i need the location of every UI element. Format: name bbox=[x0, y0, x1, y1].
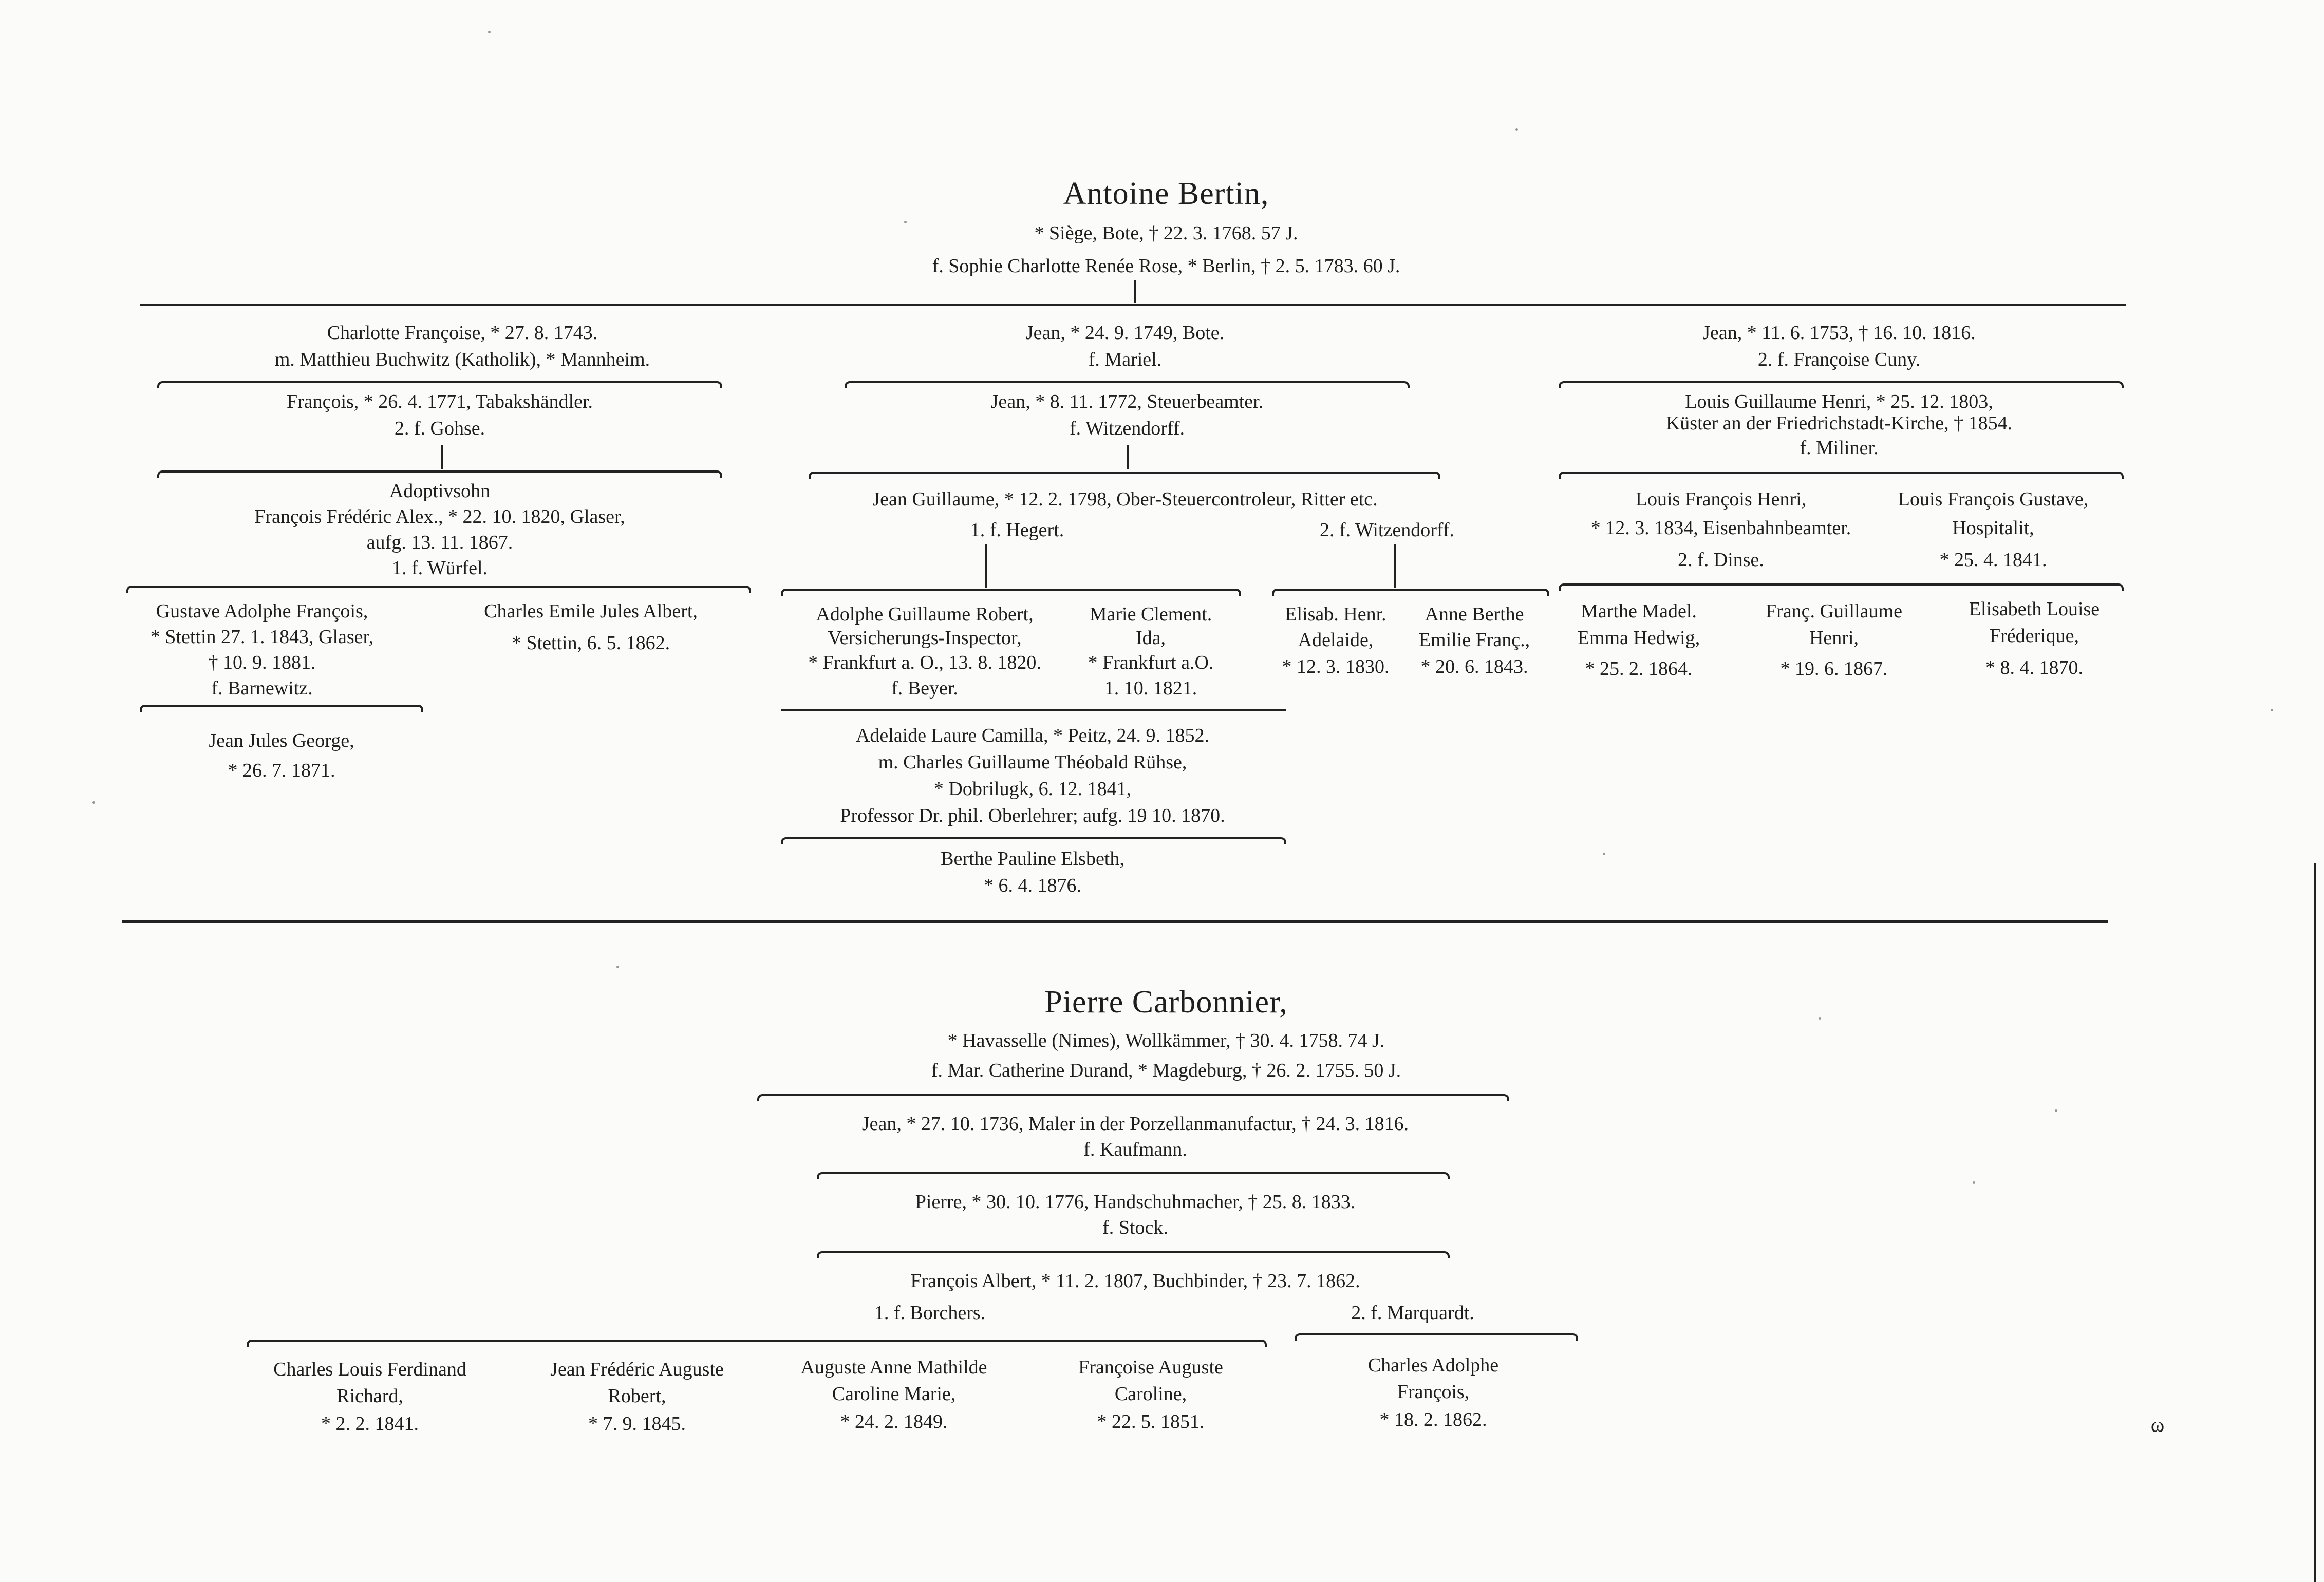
charles-louis-ferdinand: Charles Louis Ferdinand bbox=[273, 1359, 466, 1380]
louis-francois-gustave-occupation: Hospitalit, bbox=[1952, 517, 2034, 539]
brace bbox=[1295, 1333, 1578, 1341]
jean-frederic-auguste-birth: * 7. 9. 1845. bbox=[588, 1413, 686, 1435]
marie-clement-ida-2: Ida, bbox=[1135, 627, 1166, 649]
elisab-henr-2: Adelaide, bbox=[1298, 629, 1374, 651]
scan-speck bbox=[488, 31, 491, 33]
jean-1736: Jean, * 27. 10. 1736, Maler in der Porzellanmanufactur, † 24. 3. 1816. bbox=[861, 1113, 1409, 1135]
jean-1772-spouse: f. Witzendorff. bbox=[1070, 418, 1185, 439]
marthe-madel: Marthe Madel. bbox=[1581, 600, 1697, 622]
adolphe-guillaume-robert-spouse: f. Beyer. bbox=[891, 677, 958, 699]
adelaide-laure-spouse: m. Charles Guillaume Théobald Rühse, bbox=[878, 751, 1187, 773]
louis-francois-henri-birth: * 12. 3. 1834, Eisenbahnbeamter. bbox=[1590, 517, 1851, 539]
jean-1749-spouse: f. Mariel. bbox=[1088, 349, 1162, 370]
berthe-pauline-birth: * 6. 4. 1876. bbox=[984, 875, 1081, 896]
gustave-adolphe-spouse: f. Barnewitz. bbox=[211, 677, 313, 699]
scan-speck bbox=[92, 801, 95, 804]
francois-1771-spouse: 2. f. Gohse. bbox=[394, 418, 485, 439]
jean-jules-george: Jean Jules George, bbox=[209, 730, 354, 751]
scan-speck bbox=[2271, 709, 2273, 711]
elisabeth-louise-birth: * 8. 4. 1870. bbox=[1985, 657, 2083, 679]
stem bbox=[441, 445, 443, 469]
anne-berthe: Anne Berthe bbox=[1425, 604, 1524, 625]
jean-jules-george-birth: * 26. 7. 1871. bbox=[228, 760, 335, 781]
marthe-madel-birth: * 25. 2. 1864. bbox=[1585, 658, 1693, 680]
auguste-anne-mathilde: Auguste Anne Mathilde bbox=[800, 1357, 987, 1378]
adelaide-laure: Adelaide Laure Camilla, * Peitz, 24. 9. 1852. bbox=[855, 725, 1210, 746]
louis-francois-gustave-birth: * 25. 4. 1841. bbox=[1939, 549, 2047, 571]
brace bbox=[157, 381, 722, 388]
charles-adolphe-birth: * 18. 2. 1862. bbox=[1379, 1409, 1487, 1430]
charles-emile: Charles Emile Jules Albert, bbox=[484, 600, 698, 622]
jean-guillaume: Jean Guillaume, * 12. 2. 1798, Ober-Steuercontroleur, Ritter etc. bbox=[872, 488, 1378, 510]
jean-1753-spouse: 2. f. Françoise Cuny. bbox=[1757, 349, 1921, 370]
francoise-auguste: Françoise Auguste bbox=[1078, 1357, 1223, 1378]
pierre-1776-spouse: f. Stock. bbox=[1102, 1217, 1168, 1238]
charles-adolphe: Charles Adolphe bbox=[1367, 1354, 1499, 1376]
charlotte-francoise-spouse: m. Matthieu Buchwitz (Katholik), * Mannheim. bbox=[274, 349, 650, 370]
page-mark: ω bbox=[2150, 1413, 2165, 1436]
gustave-adolphe: Gustave Adolphe François, bbox=[156, 600, 368, 622]
carbonnier-wife-line: f. Mar. Catherine Durand, * Magdeburg, † 26. 2. 1755. 50 J. bbox=[931, 1060, 1401, 1081]
right-edge-rule bbox=[2314, 863, 2316, 1582]
francois-albert-wife-1: 1. f. Borchers. bbox=[874, 1302, 986, 1324]
charlotte-francoise: Charlotte Françoise, * 27. 8. 1743. bbox=[327, 322, 598, 344]
brace bbox=[845, 381, 1410, 388]
elisabeth-louise: Elisabeth Louise bbox=[1969, 598, 2100, 620]
bertin-wife-line: f. Sophie Charlotte Renée Rose, * Berlin, † 2. 5. 1783. 60 J. bbox=[932, 255, 1400, 277]
brace bbox=[247, 1340, 1267, 1347]
scan-speck bbox=[616, 966, 619, 968]
bertin-stem bbox=[1134, 280, 1136, 303]
scan-speck bbox=[1973, 1181, 1975, 1184]
franc-guillaume-birth: * 19. 6. 1867. bbox=[1780, 658, 1888, 680]
charles-emile-birth: * Stettin, 6. 5. 1862. bbox=[511, 632, 670, 654]
anne-berthe-2: Emilie Franç., bbox=[1418, 629, 1530, 651]
louis-guillaume-henri-occupation: Küster an der Friedrichstadt-Kirche, † 1854. bbox=[1665, 412, 2013, 434]
louis-francois-henri-spouse: 2. f. Dinse. bbox=[1678, 549, 1764, 571]
brace bbox=[1559, 472, 2124, 479]
marthe-madel-2: Emma Hedwig, bbox=[1577, 627, 1700, 649]
gustave-adolphe-death: † 10. 9. 1881. bbox=[208, 652, 316, 673]
auguste-anne-mathilde-2: Caroline Marie, bbox=[832, 1383, 956, 1405]
stem bbox=[985, 544, 987, 588]
francois-1771: François, * 26. 4. 1771, Tabakshändler. bbox=[286, 391, 593, 412]
scan-speck bbox=[1515, 128, 1518, 131]
jean-1736-spouse: f. Kaufmann. bbox=[1083, 1139, 1187, 1160]
carbonnier-birth-line: * Havasselle (Nimes), Wollkämmer, † 30. 4. 1758. 74 J. bbox=[947, 1030, 1385, 1051]
charles-louis-ferdinand-birth: * 2. 2. 1841. bbox=[321, 1413, 419, 1435]
adelaide-laure-spouse-occupation: Professor Dr. phil. Oberlehrer; aufg. 19 10. 1870. bbox=[840, 805, 1225, 826]
adelaide-laure-spouse-birth: * Dobrilugk, 6. 12. 1841, bbox=[933, 778, 1132, 800]
marie-clement-ida-date: 1. 10. 1821. bbox=[1104, 677, 1197, 699]
louis-guillaume-henri-spouse: f. Miliner. bbox=[1800, 437, 1879, 459]
brace bbox=[1559, 381, 2124, 388]
jean-frederic-auguste: Jean Frédéric Auguste bbox=[550, 1359, 724, 1380]
jean-1749: Jean, * 24. 9. 1749, Bote. bbox=[1025, 322, 1225, 344]
bertin-title: Antoine Bertin, bbox=[1063, 176, 1269, 211]
francoise-auguste-birth: * 22. 5. 1851. bbox=[1097, 1411, 1205, 1433]
charles-louis-ferdinand-2: Richard, bbox=[336, 1385, 403, 1407]
charles-adolphe-2: François, bbox=[1397, 1381, 1470, 1403]
auguste-anne-mathilde-birth: * 24. 2. 1849. bbox=[840, 1411, 948, 1433]
marie-clement-ida: Marie Clement. bbox=[1089, 604, 1212, 625]
francois-albert: François Albert, * 11. 2. 1807, Buchbinder, † 23. 7. 1862. bbox=[910, 1270, 1360, 1292]
brace bbox=[781, 589, 1241, 596]
brace bbox=[140, 705, 423, 712]
jean-guillaume-wife-1: 1. f. Hegert. bbox=[970, 519, 1064, 541]
jean-1753: Jean, * 11. 6. 1753, † 16. 10. 1816. bbox=[1702, 322, 1976, 344]
brace bbox=[817, 1172, 1450, 1179]
franc-guillaume: Franç. Guillaume bbox=[1766, 600, 1902, 622]
bertin-birth-line: * Siège, Bote, † 22. 3. 1768. 57 J. bbox=[1034, 222, 1298, 244]
adolphe-guillaume-robert-birth: * Frankfurt a. O., 13. 8. 1820. bbox=[808, 652, 1041, 673]
jean-guillaume-wife-2: 2. f. Witzendorff. bbox=[1320, 519, 1454, 541]
francois-frederic-aufg: aufg. 13. 11. 1867. bbox=[366, 532, 513, 553]
section-separator bbox=[122, 920, 2108, 923]
louis-francois-henri: Louis François Henri, bbox=[1635, 488, 1807, 510]
bertin-main-line bbox=[140, 304, 2126, 306]
carbonnier-title: Pierre Carbonnier, bbox=[1044, 985, 1288, 1020]
marie-clement-ida-birth: * Frankfurt a.O. bbox=[1088, 652, 1214, 673]
louis-francois-gustave: Louis François Gustave, bbox=[1898, 488, 2089, 510]
adolphe-guillaume-robert: Adolphe Guillaume Robert, bbox=[816, 604, 1034, 625]
brace bbox=[809, 472, 1440, 479]
pierre-1776: Pierre, * 30. 10. 1776, Handschuhmacher, † 25. 8. 1833. bbox=[915, 1191, 1356, 1213]
francois-frederic-spouse: 1. f. Würfel. bbox=[391, 557, 488, 579]
scan-speck bbox=[1819, 1017, 1821, 1020]
louis-guillaume-henri: Louis Guillaume Henri, * 25. 12. 1803, bbox=[1685, 391, 1993, 412]
rule bbox=[781, 709, 1286, 711]
franc-guillaume-2: Henri, bbox=[1809, 627, 1859, 649]
brace bbox=[817, 1251, 1450, 1258]
brace bbox=[157, 470, 722, 478]
jean-1772: Jean, * 8. 11. 1772, Steuerbeamter. bbox=[990, 391, 1264, 412]
elisabeth-louise-2: Fréderique, bbox=[1989, 625, 2079, 647]
scan-speck bbox=[2055, 1109, 2057, 1112]
brace bbox=[1272, 589, 1549, 596]
scan-speck bbox=[904, 221, 907, 223]
brace bbox=[781, 837, 1286, 844]
brace bbox=[1559, 583, 2124, 591]
francois-frederic: François Frédéric Alex., * 22. 10. 1820, Glaser, bbox=[254, 506, 625, 528]
adoptivsohn-label: Adoptivsohn bbox=[389, 480, 491, 502]
francoise-auguste-2: Caroline, bbox=[1114, 1383, 1187, 1405]
elisab-henr-birth: * 12. 3. 1830. bbox=[1282, 656, 1390, 677]
brace bbox=[126, 586, 751, 593]
brace bbox=[757, 1094, 1509, 1101]
stem bbox=[1127, 445, 1129, 469]
elisab-henr: Elisab. Henr. bbox=[1285, 604, 1386, 625]
francois-albert-wife-2: 2. f. Marquardt. bbox=[1351, 1302, 1474, 1324]
scan-speck bbox=[1603, 853, 1605, 855]
berthe-pauline: Berthe Pauline Elsbeth, bbox=[941, 848, 1124, 870]
stem bbox=[1394, 544, 1396, 588]
gustave-adolphe-birth: * Stettin 27. 1. 1843, Glaser, bbox=[150, 626, 374, 648]
jean-frederic-auguste-2: Robert, bbox=[608, 1385, 666, 1407]
anne-berthe-birth: * 20. 6. 1843. bbox=[1420, 656, 1528, 677]
adolphe-guillaume-robert-occupation: Versicherungs-Inspector, bbox=[828, 627, 1022, 649]
